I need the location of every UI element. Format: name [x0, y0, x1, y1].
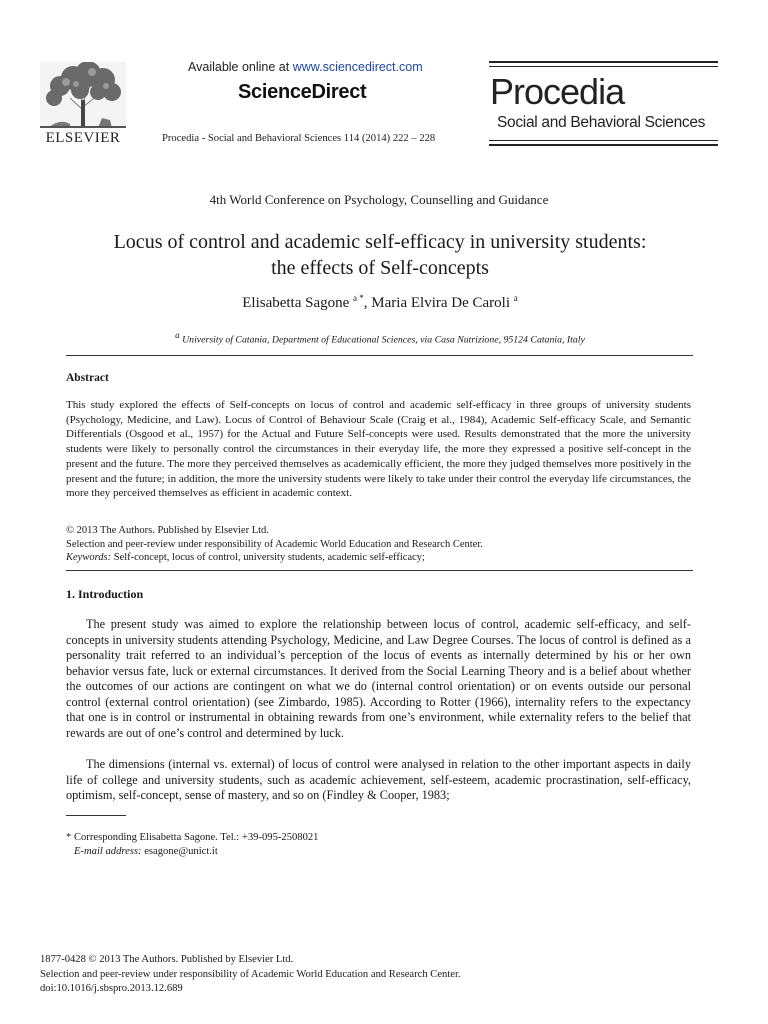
procedia-bottom-rule-thin: [489, 140, 718, 141]
procedia-bottom-rule: [489, 144, 718, 146]
abstract-text: This study explored the effects of Self-concepts on locus of control and academic self-efficacy in three groups of university students (Psychology, Medicine, and Law). Locus of Control of Behaviour Scale (Craig et al., 1984), Academic Self-efficacy Scale, and Semantic Differentials (Osgood et al., 1957) for the Actual and Future Self-concepts were used. Results demonstrated that the more the university students were likely to personally control the circumstances in their everyday life, the more they expressed a positive self-concept in the present and the future. The more they perceived themselves as academically efficient, the more they judged themselves more positively in the present and the future; in addition, the more the university students were likely to take under their control the everyday life circumstances, the more they perceived themselves as efficient in academic context.: [66, 399, 691, 500]
procedia-top-rule: [489, 61, 718, 63]
keywords-text: Self-concept, locus of control, university students, academic self-efficacy;: [111, 552, 425, 563]
email-line: [66, 845, 686, 859]
footnote-divider: [66, 815, 126, 816]
author-name: , Maria Elvira De Caroli: [363, 295, 510, 311]
introduction-heading: 1. Introduction: [66, 587, 144, 601]
keywords-label: Keywords:: [66, 552, 112, 563]
sciencedirect-logo: ScienceDirect: [238, 81, 367, 103]
page-footer: [40, 953, 690, 997]
introduction-paragraph-1: The present study was aimed to explore the relationship between locus of control, academic self-efficacy, and self-concepts in university students attending Psychology, Medicine, and Law Degree Courses. The locus of control is defined as a personality trait referred to an individual’s perception of the locus of events as internally determined by his or her own behavior versus fate, luck or external circumstances. It derived from the Social Learning Theory and is a belief about whether the outcomes of our actions are contingent on what we do (internal control orientation) or on events outside our personal control (external control orientation) (see Zimbardo, 1985). According to Rotter (1966), internality refers to the expectancy that one is in control or instrumental in obtaining rewards from one’s environment, while externality refers to the belief that rewards are out of one’s control and determined by luck.: [66, 617, 691, 740]
journal-reference: Procedia - Social and Behavioral Sciences 114 (2014) 222 – 228: [162, 133, 436, 144]
author-superscript: a: [513, 293, 518, 303]
footer-doi[interactable]: doi:10.1016/j.sbspro.2013.12.689: [40, 983, 183, 994]
author-superscript: a *: [353, 293, 364, 303]
procedia-journal-subtitle: Social and Behavioral Sciences: [497, 114, 706, 131]
paper-title-line2: the effects of Self-concepts: [271, 257, 489, 279]
introduction-paragraph-2: The dimensions (internal vs. external) of locus of control were analysed in relation to the other important aspects in daily life of college and university students, such as academic achievement, self-esteem, academic procrastination, self-efficacy, optimism, self-concept, sense of mastery, and so on (Findley & Cooper, 1983;: [66, 757, 691, 802]
affiliation-superscript: a: [175, 330, 180, 340]
footer-peer-review: Selection and peer-review under responsibility of Academic World Education and Research Center.: [40, 968, 461, 980]
paper-title: [40, 229, 720, 281]
abstract-bottom-divider: [66, 570, 693, 571]
sciencedirect-link[interactable]: www.sciencedirect.com: [292, 60, 423, 74]
procedia-journal-title: Procedia: [490, 71, 625, 112]
affiliation: [40, 330, 720, 345]
conference-name: 4th World Conference on Psychology, Counselling and Guidance: [209, 192, 549, 207]
abstract-top-divider: [66, 355, 693, 356]
peer-review-line: Selection and peer-review under responsibility of Academic World Education and Research Center.: [66, 538, 483, 550]
abstract-heading: Abstract: [66, 372, 109, 384]
affiliation-text: University of Catania, Department of Educational Sciences, via Casa Nutrizione, 95124 Catania, Italy: [182, 334, 585, 346]
author-list: [40, 293, 720, 312]
keywords-line: [66, 551, 691, 565]
elsevier-wordmark: ELSEVIER: [45, 130, 121, 146]
footer-issn-copyright: 1877-0428 © 2013 The Authors. Published by Elsevier Ltd.: [40, 954, 294, 965]
copyright-line: © 2013 The Authors. Published by Elsevier Ltd.: [66, 525, 269, 536]
email-address[interactable]: esagone@unict.it: [141, 846, 218, 857]
corresponding-author: * Corresponding Elisabetta Sagone. Tel.: +39-095-2508021: [66, 832, 319, 843]
footnote: [66, 831, 686, 859]
paper-title-line1: Locus of control and academic self-efficacy in university students:: [113, 231, 647, 253]
available-prefix: Available online at: [188, 60, 290, 74]
procedia-top-rule-thin: [489, 66, 718, 67]
email-label: E-mail address:: [74, 846, 142, 857]
author-name: Elisabetta Sagone: [242, 295, 350, 311]
abstract-notes: [66, 524, 691, 565]
available-online-line: [188, 60, 423, 74]
